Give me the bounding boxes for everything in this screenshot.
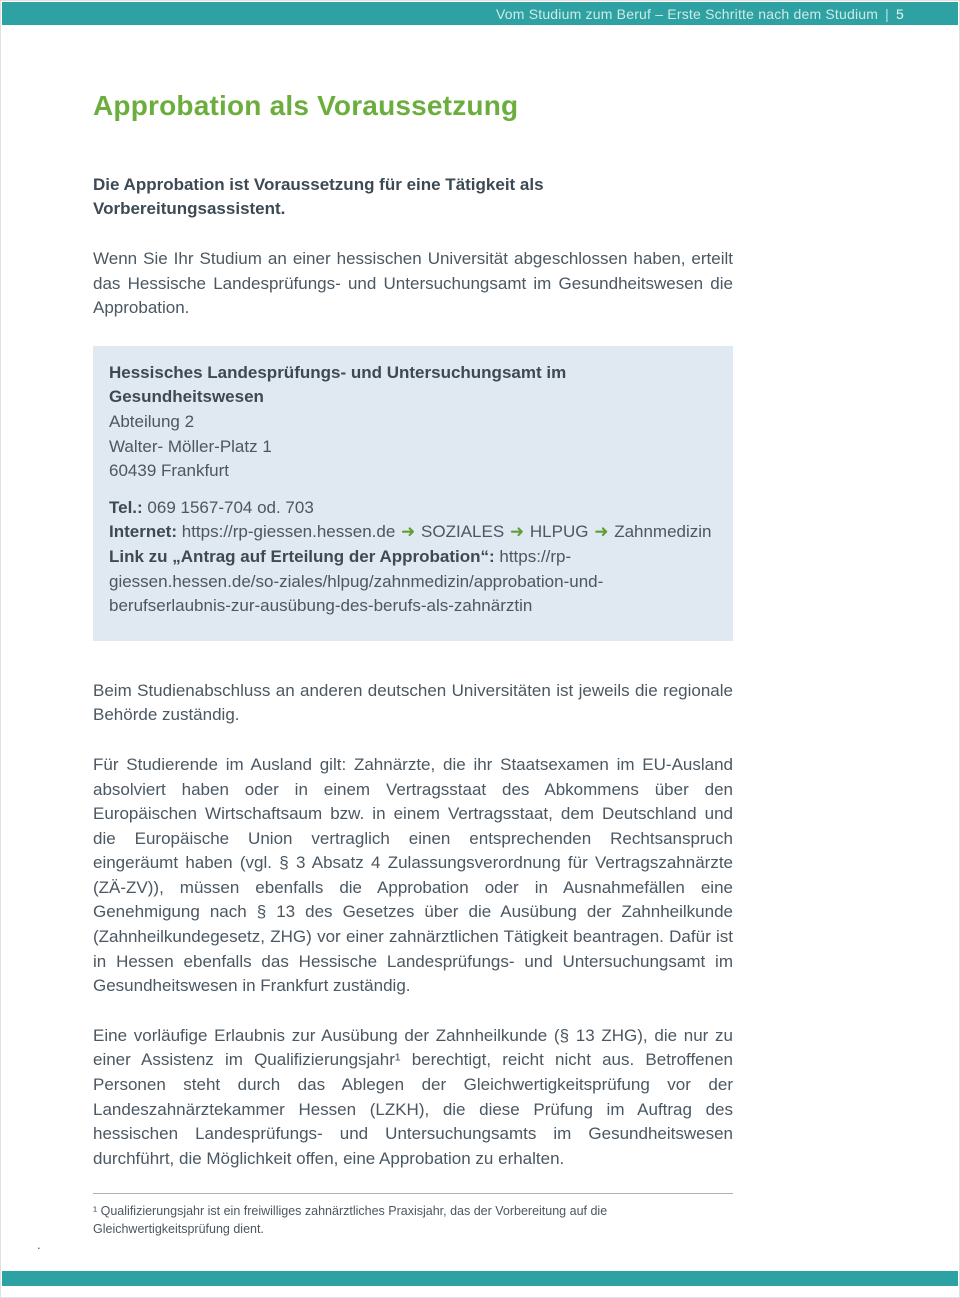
infobox-internet-line (109, 520, 717, 545)
content-column (93, 25, 733, 1196)
header-title: Vom Studium zum Beruf – Erste Schritte nach dem Studium (495, 5, 879, 22)
footnote-text: ¹ Qualifizierungsjahr ist ein freiwilliges zahnärztliches Praxisjahr, das der Vorbereitung auf die Gleichwertigkeitsprüfung dient. (93, 1204, 608, 1236)
infobox-phone-line (109, 496, 717, 521)
infobox-city: 60439 Frankfurt (109, 461, 230, 481)
infobox-department: Abteilung 2 (109, 411, 195, 431)
arrow-right-icon: ➜ (509, 522, 525, 542)
footer-bar (2, 1271, 958, 1286)
arrow-right-icon: ➜ (401, 522, 416, 542)
header-bar (2, 2, 958, 25)
paragraph-intro: Wenn Sie Ihr Studium an einer hessischen Universität abgeschlossen haben, erteilt das Hessische Landesprüfungs- und Untersuchungsamt im Gesundheitswesen die Approbation. (93, 249, 733, 318)
nav-segment-zahnmedizin: Zahnmedizin (614, 522, 712, 542)
nav-segment-soziales: SOZIALES (421, 522, 505, 542)
phone-label: Tel.: (109, 497, 143, 517)
link-label: Link zu „Antrag auf Erteilung der Approbation“: (109, 546, 495, 566)
contact-infobox (93, 346, 733, 641)
phone-value: 069 1567-704 od. 703 (147, 497, 314, 517)
arrow-right-icon: ➜ (594, 522, 609, 542)
header-page-number: 5 (896, 5, 904, 22)
stray-dot: . (37, 1237, 41, 1252)
link-url: https://rp-giessen.hessen.de/so-ziales/hlpug/zahnmedizin/approbation-und-berufserlaubnis-zur-ausübung-des-berufs-als-zahnärztin (109, 546, 604, 616)
paragraph-erlaubnis: Eine vorläufige Erlaubnis zur Ausübung der Zahnheilkunde (§ 13 ZHG), die nur zu einer Assistenz im Qualifizierungsjahr¹ berechtigt, reicht nicht aus. Betroffenen Personen steht durch das Ablegen der Gleichwertigkeitsprüfung vor der Landeszahnärztekammer Hessen (LZKH), die diese Prüfung im Auftrag des hessischen Landesprüfungs- und Untersuchungsamts im Gesundheitswesen durchführt, die Möglichkeit offen, eine Approbation zu erhalten. (93, 1025, 733, 1168)
footnote-section (93, 1193, 733, 1238)
infobox-link-line (109, 545, 717, 619)
header-divider: | (885, 5, 889, 22)
page-title: Approbation als Voraussetzung (93, 90, 519, 121)
nav-segment-hlpug: HLPUG (529, 522, 589, 542)
lead-paragraph: Die Approbation ist Voraussetzung für eine Tätigkeit als Vorbereitungsassistent. (93, 175, 544, 218)
paragraph-regional: Beim Studienabschluss an anderen deutschen Universitäten ist jeweils die regionale Behörde zuständig. (93, 680, 733, 725)
infobox-street: Walter- Möller-Platz 1 (109, 436, 272, 456)
internet-url: https://rp-giessen.hessen.de (181, 522, 396, 542)
footnote-divider (93, 1193, 733, 1194)
infobox-heading: Hessisches Landesprüfungs- und Untersuchungsamt im Gesundheitswesen (109, 362, 567, 407)
internet-label: Internet: (109, 522, 177, 542)
paragraph-ausland: Für Studierende im Ausland gilt: Zahnärzte, die ihr Staatsexamen im EU-Ausland absolviert haben oder in einem Vertragsstaat des Abkommens über den Europäischen Wirtschaftsaum bzw. in einem Vertragsstaat, dem Deutschland und die Europäische Union vertraglich einen entsprechenden Rechtsanspruch eingeräumt haben (vgl. § 3 Absatz 4 Zulassungsverordnung für Vertragszahnärzte (ZÄ-ZV)), müssen ebenfalls die Approbation oder in Ausnahmefällen eine Genehmigung nach § 13 des Gesetzes über die Ausübung der Zahnheilkunde (Zahnheilkundegesetz, ZHG) vor einer zahnärztlichen Tätigkeit beantragen. Dafür ist in Hessen ebenfalls das Hessische Landesprüfungs- und Untersuchungsamt im Gesundheitswesen in Frankfurt zuständig. (93, 754, 733, 996)
